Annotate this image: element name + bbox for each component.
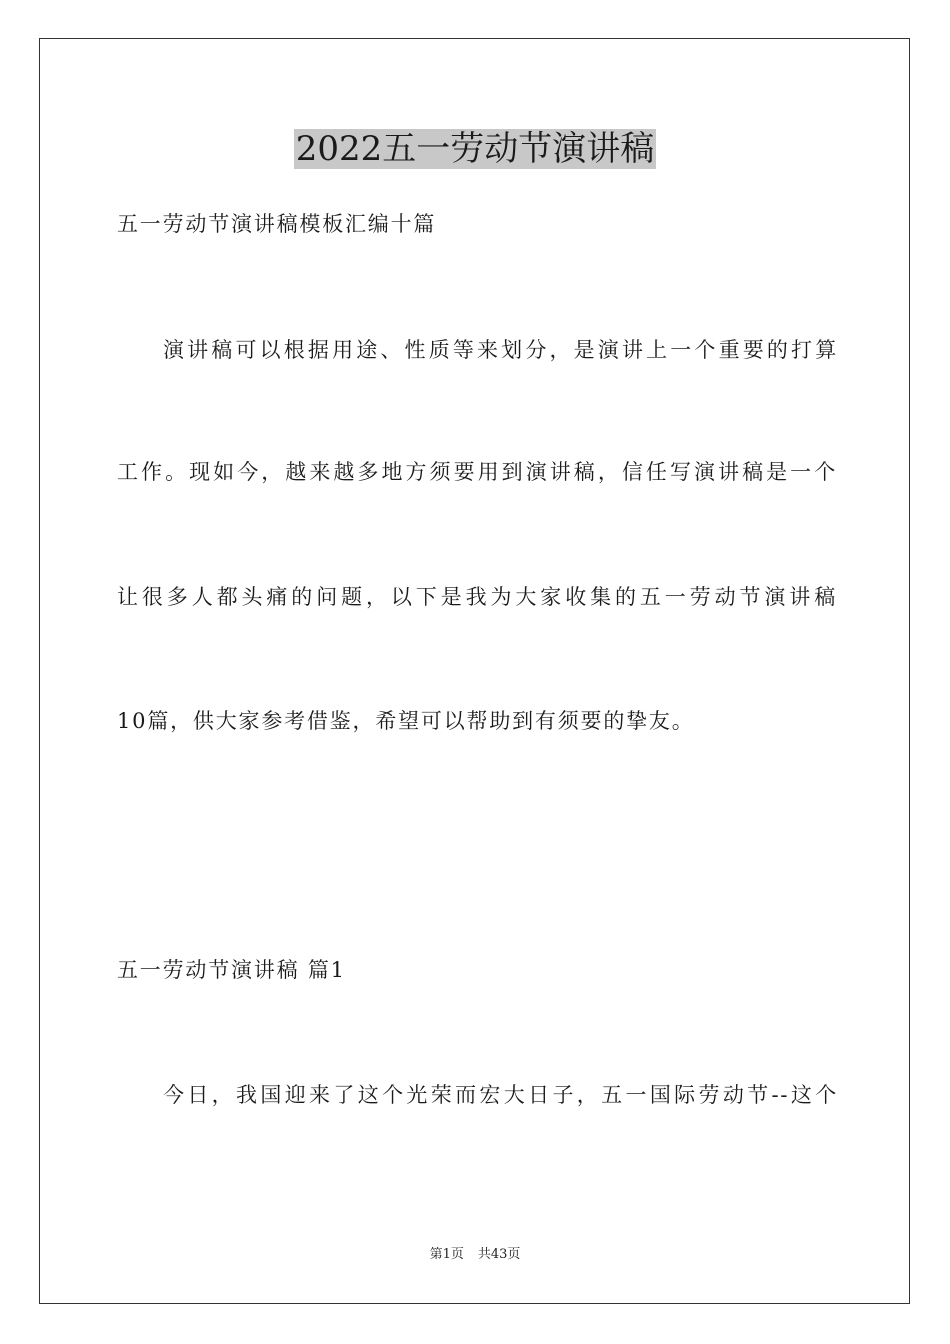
document-title-text: 2022五一劳动节演讲稿 [295, 129, 655, 169]
page-number: 第1页 [429, 1247, 464, 1262]
section-first-line: 今日，我国迎来了这个光荣而宏大日子，五一国际劳动节--这个 [163, 1083, 838, 1107]
section-heading: 五一劳动节演讲稿 篇1 [117, 958, 346, 982]
page-footer [0, 1246, 950, 1264]
document-subtitle: 五一劳动节演讲稿模板汇编十篇 [117, 212, 437, 236]
intro-line-3: 让很多人都头痛的问题，以下是我为大家收集的五一劳动节演讲稿 [117, 585, 837, 609]
intro-line-4: 10篇，供大家参考借鉴，希望可以帮助到有须要的挚友。 [117, 709, 695, 733]
intro-line-1: 演讲稿可以根据用途、性质等来划分，是演讲上一个重要的打算 [163, 338, 838, 362]
document-title [0, 126, 950, 172]
page-total: 共43页 [477, 1247, 521, 1262]
intro-line-2: 工作。现如今，越来越多地方须要用到演讲稿，信任写演讲稿是一个 [117, 460, 837, 484]
